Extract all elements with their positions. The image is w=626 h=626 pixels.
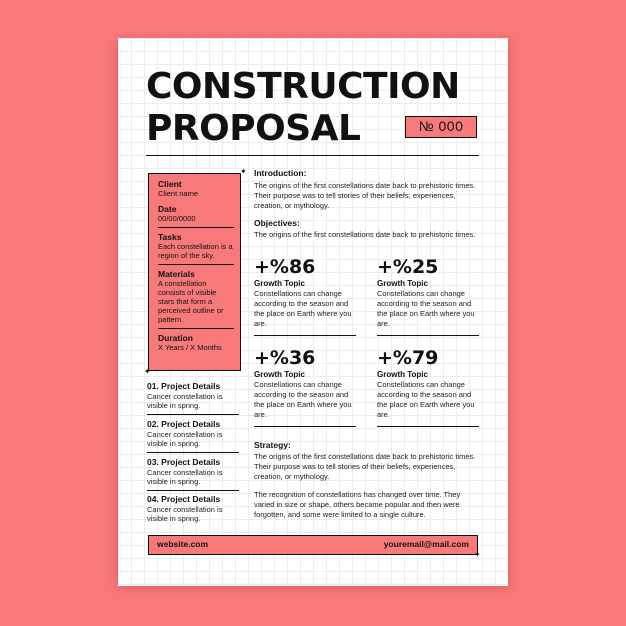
- stat-divider: [254, 426, 356, 427]
- project-details-text: Cancer constellation is visible in spring.: [147, 505, 223, 523]
- info-divider: [158, 264, 234, 265]
- project-divider: [147, 452, 239, 453]
- client-label: Client: [158, 179, 182, 189]
- stat-card: [254, 256, 356, 336]
- project-details-text: Cancer constellation is visible in spring.: [147, 392, 223, 410]
- strategy-text-2: The recognition of constellations has changed over time. They varied in size or shape, others became popular and then were forgotten, and some were limited to a single culture.: [254, 490, 461, 519]
- stat-divider: [377, 335, 479, 336]
- introduction-text: The origins of the first constellations date back to prehistoric times. Their purpose was to tell stories of their beliefs, experiences, creation, or mythology.: [254, 181, 476, 210]
- stat-value: +%79: [377, 347, 439, 369]
- stat-card: [377, 256, 479, 336]
- stat-label: Growth Topic: [377, 279, 428, 288]
- sparkle-icon: ✦: [474, 550, 481, 559]
- strategy-title: Strategy:: [254, 440, 291, 450]
- stat-divider: [377, 426, 479, 427]
- project-details-item: [147, 381, 239, 415]
- stat-divider: [254, 335, 356, 336]
- project-details-text: Cancer constellation is visible in spring.: [147, 468, 223, 486]
- project-divider: [147, 414, 239, 415]
- stat-value: +%86: [254, 256, 316, 278]
- stat-text: Constellations can change according to the season and the place on Earth where you are.: [254, 380, 352, 419]
- stat-label: Growth Topic: [377, 370, 428, 379]
- title-line-1: CONSTRUCTION: [146, 66, 460, 107]
- objectives-text: The origins of the first constellations date back to prehistoric times.: [254, 230, 476, 239]
- objectives-title: Objectives:: [254, 218, 300, 228]
- project-details-item: [147, 419, 239, 453]
- duration-value: X Years / X Months: [158, 343, 222, 352]
- stat-label: Growth Topic: [254, 370, 305, 379]
- materials-value: A constellation consists of visible stars that form a perceived outline or pattern.: [158, 279, 224, 324]
- stat-text: Constellations can change according to the season and the place on Earth where you are.: [254, 289, 352, 328]
- project-details-item: [147, 457, 239, 491]
- email-link[interactable]: youremail@mail.com: [383, 539, 469, 549]
- stat-text: Constellations can change according to the season and the place on Earth where you are.: [377, 289, 475, 328]
- footer-bar: [148, 535, 478, 555]
- project-details-title: 03. Project Details: [147, 457, 221, 467]
- project-details-title: 01. Project Details: [147, 381, 221, 391]
- date-label: Date: [158, 204, 177, 214]
- info-divider: [158, 227, 234, 228]
- duration-label: Duration: [158, 333, 193, 343]
- project-details-title: 02. Project Details: [147, 419, 221, 429]
- materials-label: Materials: [158, 269, 195, 279]
- project-details-text: Cancer constellation is visible in spring.: [147, 430, 223, 448]
- client-value: Client name: [158, 189, 199, 198]
- tasks-label: Tasks: [158, 232, 182, 242]
- introduction-title: Introduction:: [254, 168, 307, 178]
- stat-card: [254, 347, 356, 427]
- stat-label: Growth Topic: [254, 279, 305, 288]
- stat-value: +%36: [254, 347, 316, 369]
- tasks-value: Each constellation is a region of the sky.: [158, 242, 233, 260]
- date-value: 00/00/0000: [158, 214, 196, 223]
- title-divider: [146, 155, 479, 156]
- sparkle-icon: ✦: [144, 367, 151, 376]
- stat-card: [377, 347, 479, 427]
- website-link[interactable]: website.com: [157, 539, 209, 549]
- strategy-text-1: The origins of the first constellations date back to prehistoric times. Their purpose was to tell stories of their beliefs, experiences, creation, or mythology.: [254, 452, 476, 481]
- stat-value: +%25: [377, 256, 439, 278]
- proposal-sheet: [118, 38, 508, 586]
- info-divider: [158, 328, 234, 329]
- title-line-2: PROPOSAL: [146, 108, 361, 149]
- stat-text: Constellations can change according to the season and the place on Earth where you are.: [377, 380, 475, 419]
- proposal-number-tag: № 000: [405, 116, 477, 138]
- project-divider: [147, 490, 239, 491]
- project-details-title: 04. Project Details: [147, 494, 221, 504]
- project-details-item: [147, 494, 239, 523]
- info-box: [148, 173, 241, 371]
- sparkle-icon: ✦: [240, 167, 247, 176]
